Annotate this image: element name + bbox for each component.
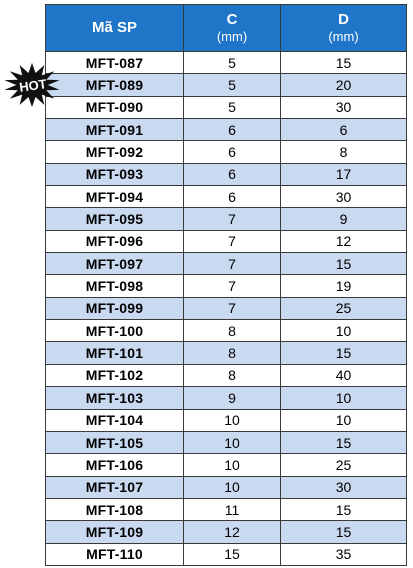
cell-d: 12 (281, 230, 407, 252)
table-row (46, 320, 407, 342)
header-c-label: C (226, 10, 238, 28)
table-row (46, 454, 407, 476)
table-row (46, 74, 407, 96)
cell-d: 6 (281, 119, 407, 141)
cell-c: 10 (184, 431, 281, 453)
cell-c: 7 (184, 297, 281, 319)
cell-d: 35 (281, 543, 407, 565)
cell-c: 8 (184, 364, 281, 386)
hot-starburst-icon (3, 62, 61, 108)
cell-code: MFT-087 (46, 52, 184, 74)
cell-code: MFT-089 (46, 74, 184, 96)
cell-c: 7 (184, 275, 281, 297)
cell-d: 10 (281, 409, 407, 431)
table-row (46, 208, 407, 230)
cell-code: MFT-090 (46, 96, 184, 118)
table-row (46, 141, 407, 163)
cell-d: 20 (281, 74, 407, 96)
cell-code: MFT-097 (46, 253, 184, 275)
cell-d: 15 (281, 253, 407, 275)
cell-d: 17 (281, 163, 407, 185)
cell-code: MFT-107 (46, 476, 184, 498)
cell-c: 10 (184, 409, 281, 431)
cell-d: 9 (281, 208, 407, 230)
cell-c: 5 (184, 96, 281, 118)
cell-code: MFT-100 (46, 320, 184, 342)
cell-d: 10 (281, 387, 407, 409)
table-row (46, 163, 407, 185)
cell-code: MFT-099 (46, 297, 184, 319)
cell-c: 8 (184, 342, 281, 364)
header-code (46, 5, 184, 52)
cell-d: 10 (281, 320, 407, 342)
cell-code: MFT-098 (46, 275, 184, 297)
cell-c: 10 (184, 454, 281, 476)
table-row (46, 253, 407, 275)
table-row (46, 521, 407, 543)
cell-d: 15 (281, 521, 407, 543)
cell-c: 10 (184, 476, 281, 498)
cell-c: 5 (184, 74, 281, 96)
cell-c: 7 (184, 208, 281, 230)
header-d-unit: (mm) (328, 29, 359, 45)
cell-c: 15 (184, 543, 281, 565)
cell-c: 5 (184, 52, 281, 74)
cell-code: MFT-104 (46, 409, 184, 431)
cell-c: 6 (184, 163, 281, 185)
cell-c: 6 (184, 186, 281, 208)
cell-code: MFT-095 (46, 208, 184, 230)
cell-code: MFT-093 (46, 163, 184, 185)
cell-c: 6 (184, 141, 281, 163)
cell-d: 15 (281, 431, 407, 453)
header-d-label: D (338, 10, 349, 28)
table-row (46, 342, 407, 364)
cell-c: 9 (184, 387, 281, 409)
cell-code: MFT-091 (46, 119, 184, 141)
cell-d: 19 (281, 275, 407, 297)
table-header-row (46, 5, 407, 52)
cell-d: 15 (281, 342, 407, 364)
cell-code: MFT-096 (46, 230, 184, 252)
table-row (46, 96, 407, 118)
table-row (46, 52, 407, 74)
cell-d: 30 (281, 476, 407, 498)
table-row (46, 230, 407, 252)
cell-d: 15 (281, 52, 407, 74)
table-row (46, 119, 407, 141)
cell-code: MFT-102 (46, 364, 184, 386)
cell-code: MFT-094 (46, 186, 184, 208)
header-c (184, 5, 281, 52)
cell-d: 8 (281, 141, 407, 163)
cell-c: 11 (184, 498, 281, 520)
cell-c: 8 (184, 320, 281, 342)
cell-d: 30 (281, 186, 407, 208)
cell-code: MFT-092 (46, 141, 184, 163)
table-row (46, 543, 407, 565)
product-table-container (45, 4, 406, 566)
cell-d: 40 (281, 364, 407, 386)
table-row (46, 364, 407, 386)
cell-code: MFT-101 (46, 342, 184, 364)
cell-c: 12 (184, 521, 281, 543)
table-row (46, 498, 407, 520)
cell-c: 6 (184, 119, 281, 141)
cell-c: 7 (184, 253, 281, 275)
cell-code: MFT-109 (46, 521, 184, 543)
table-row (46, 409, 407, 431)
cell-c: 7 (184, 230, 281, 252)
product-spec-table (45, 4, 407, 566)
header-code-label: Mã SP (91, 19, 137, 37)
header-c-unit: (mm) (216, 29, 248, 45)
table-row (46, 275, 407, 297)
table-row (46, 476, 407, 498)
header-d (281, 5, 407, 52)
cell-code: MFT-110 (46, 543, 184, 565)
cell-code: MFT-103 (46, 387, 184, 409)
hot-badge-label: HOT (18, 76, 48, 95)
table-row (46, 387, 407, 409)
table-row (46, 186, 407, 208)
cell-d: 25 (281, 297, 407, 319)
table-row (46, 297, 407, 319)
cell-d: 25 (281, 454, 407, 476)
table-row (46, 431, 407, 453)
cell-d: 30 (281, 96, 407, 118)
cell-code: MFT-105 (46, 431, 184, 453)
cell-code: MFT-108 (46, 498, 184, 520)
cell-code: MFT-106 (46, 454, 184, 476)
cell-d: 15 (281, 498, 407, 520)
